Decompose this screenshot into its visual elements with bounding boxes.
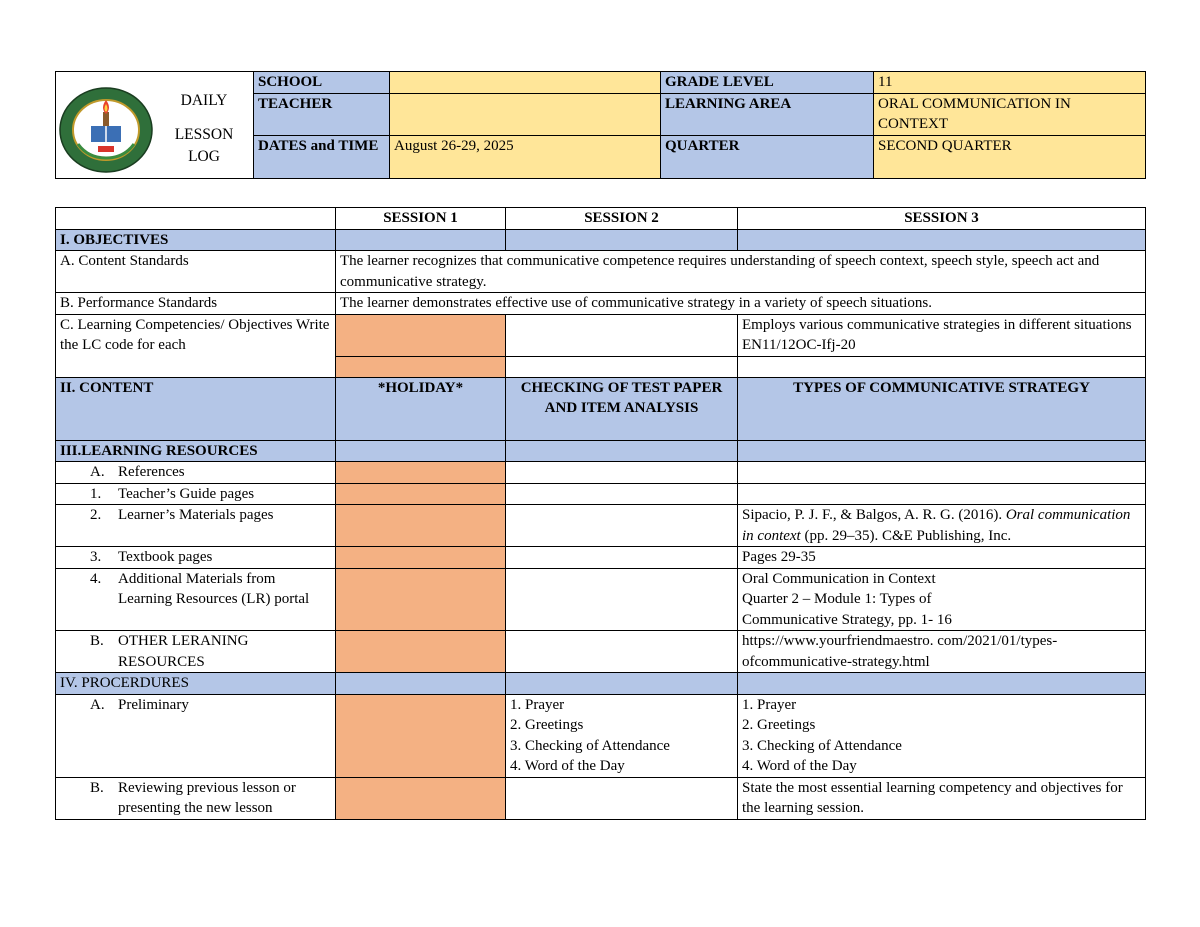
module-line-1: Oral Communication in Context	[742, 570, 936, 587]
citation-publisher: (pp. 29–35). C&E Publishing, Inc.	[800, 527, 1012, 544]
competencies-session2	[506, 314, 738, 356]
other-resources-row	[56, 631, 1146, 673]
additional-materials-row	[56, 568, 1146, 631]
textbook-text: Textbook pages	[118, 549, 213, 565]
additional-materials-session3	[738, 568, 1146, 631]
textbook-session3: Pages 29-35	[738, 547, 1146, 569]
grade-level-label: GRADE LEVEL	[661, 72, 874, 94]
competencies-session1-b	[336, 356, 506, 377]
learning-area-label: LEARNING AREA	[661, 93, 874, 135]
competencies-session3: Employs various communicative strategies in different situations EN11/12OC-Ifj-20	[738, 314, 1146, 356]
content-standards-row	[56, 251, 1146, 293]
content-row	[56, 377, 1146, 440]
review-text: Reviewing previous lesson or presenting the new lesson	[118, 779, 296, 816]
school-value[interactable]	[390, 72, 661, 94]
logo-cell	[56, 72, 254, 179]
other-resources-session1	[336, 631, 506, 673]
session-2-header: SESSION 2	[506, 208, 738, 230]
review-session1	[336, 777, 506, 819]
performance-standards-label: B. Performance Standards	[56, 293, 336, 315]
textbook-label	[56, 547, 336, 569]
preliminary-row	[56, 694, 1146, 777]
content-session3: TYPES OF COMMUNICATIVE STRATEGY	[738, 377, 1146, 440]
preliminary-text: Preliminary	[118, 696, 189, 713]
dates-value[interactable]: August 26-29, 2025	[390, 135, 661, 178]
prelim-item: 2. Greetings	[742, 717, 816, 733]
session-3-header: SESSION 3	[738, 208, 1146, 230]
textbook-row	[56, 547, 1146, 569]
prelim-item: 4. Word of the Day	[742, 758, 857, 774]
performance-standards-row	[56, 293, 1146, 315]
review-session3: State the most essential learning competency and objectives for the learning session.	[738, 777, 1146, 819]
citation-title: Oral communication in context	[742, 507, 1131, 544]
prelim-item: 4. Word of the Day	[510, 758, 625, 774]
additional-materials-label	[56, 568, 336, 631]
title-line-2: LESSON	[174, 126, 234, 143]
module-line-3: Communicative Strategy, pp. 1- 16	[742, 611, 952, 628]
resources-heading: III.LEARNING RESOURCES	[56, 440, 336, 462]
additional-materials-num: 4.	[90, 570, 102, 587]
teachers-guide-num: 1.	[90, 485, 102, 502]
teachers-guide-row	[56, 483, 1146, 505]
review-num: B.	[90, 779, 104, 796]
competencies-label: C. Learning Competencies/ Objectives Write the LC code for each	[56, 314, 336, 377]
preliminary-session2	[506, 694, 738, 777]
teachers-guide-text: Teacher’s Guide pages	[118, 485, 255, 502]
citation-authors: Sipacio, P. J. F., & Balgos, A. R. G. (2016).	[742, 507, 1006, 523]
title-line-1: DAILY	[180, 92, 228, 109]
learners-materials-row	[56, 505, 1146, 547]
other-resources-num: B.	[90, 633, 104, 649]
learning-area-value[interactable]: ORAL COMMUNICATION IN CONTEXT	[874, 93, 1146, 135]
lesson-log-table	[55, 207, 1146, 820]
quarter-value[interactable]: SECOND QUARTER	[874, 135, 1146, 178]
preliminary-num: A.	[90, 696, 105, 713]
references-row	[56, 462, 1146, 484]
preliminary-label	[56, 694, 336, 777]
teachers-guide-label	[56, 483, 336, 505]
textbook-num: 3.	[90, 549, 102, 565]
references-num: A.	[90, 464, 105, 480]
objectives-heading-row	[56, 229, 1146, 251]
session-1-header: SESSION 1	[336, 208, 506, 230]
learners-materials-num: 2.	[90, 507, 102, 523]
prelim-item: 3. Checking of Attendance	[510, 737, 670, 754]
references-text: References	[118, 464, 185, 480]
textbook-session1	[336, 547, 506, 569]
additional-materials-text: Additional Materials from Learning Resources (LR) portal	[118, 570, 310, 607]
content-heading: II. CONTENT	[56, 377, 336, 440]
content-session2: CHECKING OF TEST PAPER AND ITEM ANALYSIS	[506, 377, 738, 440]
other-resources-text: OTHER LERANING RESOURCES	[118, 633, 249, 670]
teachers-guide-session1	[336, 483, 506, 505]
session-header-row	[56, 208, 1146, 230]
grade-level-value[interactable]: 11	[874, 72, 1146, 94]
school-label: SCHOOL	[254, 72, 390, 94]
review-row	[56, 777, 1146, 819]
additional-materials-session1	[336, 568, 506, 631]
teacher-value[interactable]	[390, 93, 661, 135]
title-line-3: LOG	[188, 148, 220, 165]
preliminary-session3	[738, 694, 1146, 777]
references-label	[56, 462, 336, 484]
module-line-2: Quarter 2 – Module 1: Types of	[742, 591, 932, 607]
prelim-item: 2. Greetings	[510, 717, 584, 733]
review-label	[56, 777, 336, 819]
references-session1	[336, 462, 506, 484]
learners-materials-session1	[336, 505, 506, 547]
content-session1: *HOLIDAY*	[336, 377, 506, 440]
prelim-item: 3. Checking of Attendance	[742, 737, 902, 754]
teacher-label: TEACHER	[254, 93, 390, 135]
competencies-row	[56, 314, 1146, 356]
content-standards-text: The learner recognizes that communicative competence requires understanding of speech context, speech style, speech act and communicative strategy.	[336, 251, 1146, 293]
dates-label: DATES and TIME	[254, 135, 390, 178]
daily-lesson-log-title	[156, 90, 252, 168]
header-table	[55, 71, 1146, 179]
objectives-heading: I. OBJECTIVES	[56, 229, 336, 251]
learners-materials-label	[56, 505, 336, 547]
other-resources-label	[56, 631, 336, 673]
procedures-heading: IV. PROCERDURES	[56, 673, 336, 695]
preliminary-session1	[336, 694, 506, 777]
content-standards-label: A. Content Standards	[56, 251, 336, 293]
competencies-session1	[336, 314, 506, 356]
prelim-item: 1. Prayer	[510, 696, 565, 713]
learners-materials-text: Learner’s Materials pages	[118, 507, 274, 523]
school-seal-logo	[58, 86, 154, 174]
other-resources-link[interactable]: https://www.yourfriendmaestro. com/2021/01/types-ofcommunicative-strategy.html	[738, 631, 1146, 673]
prelim-item: 1. Prayer	[742, 696, 797, 713]
procedures-heading-row	[56, 673, 1146, 695]
quarter-label: QUARTER	[661, 135, 874, 178]
performance-standards-text: The learner demonstrates effective use of communicative strategy in a variety of speech situations.	[336, 293, 1146, 315]
learners-materials-session3	[738, 505, 1146, 547]
resources-heading-row	[56, 440, 1146, 462]
